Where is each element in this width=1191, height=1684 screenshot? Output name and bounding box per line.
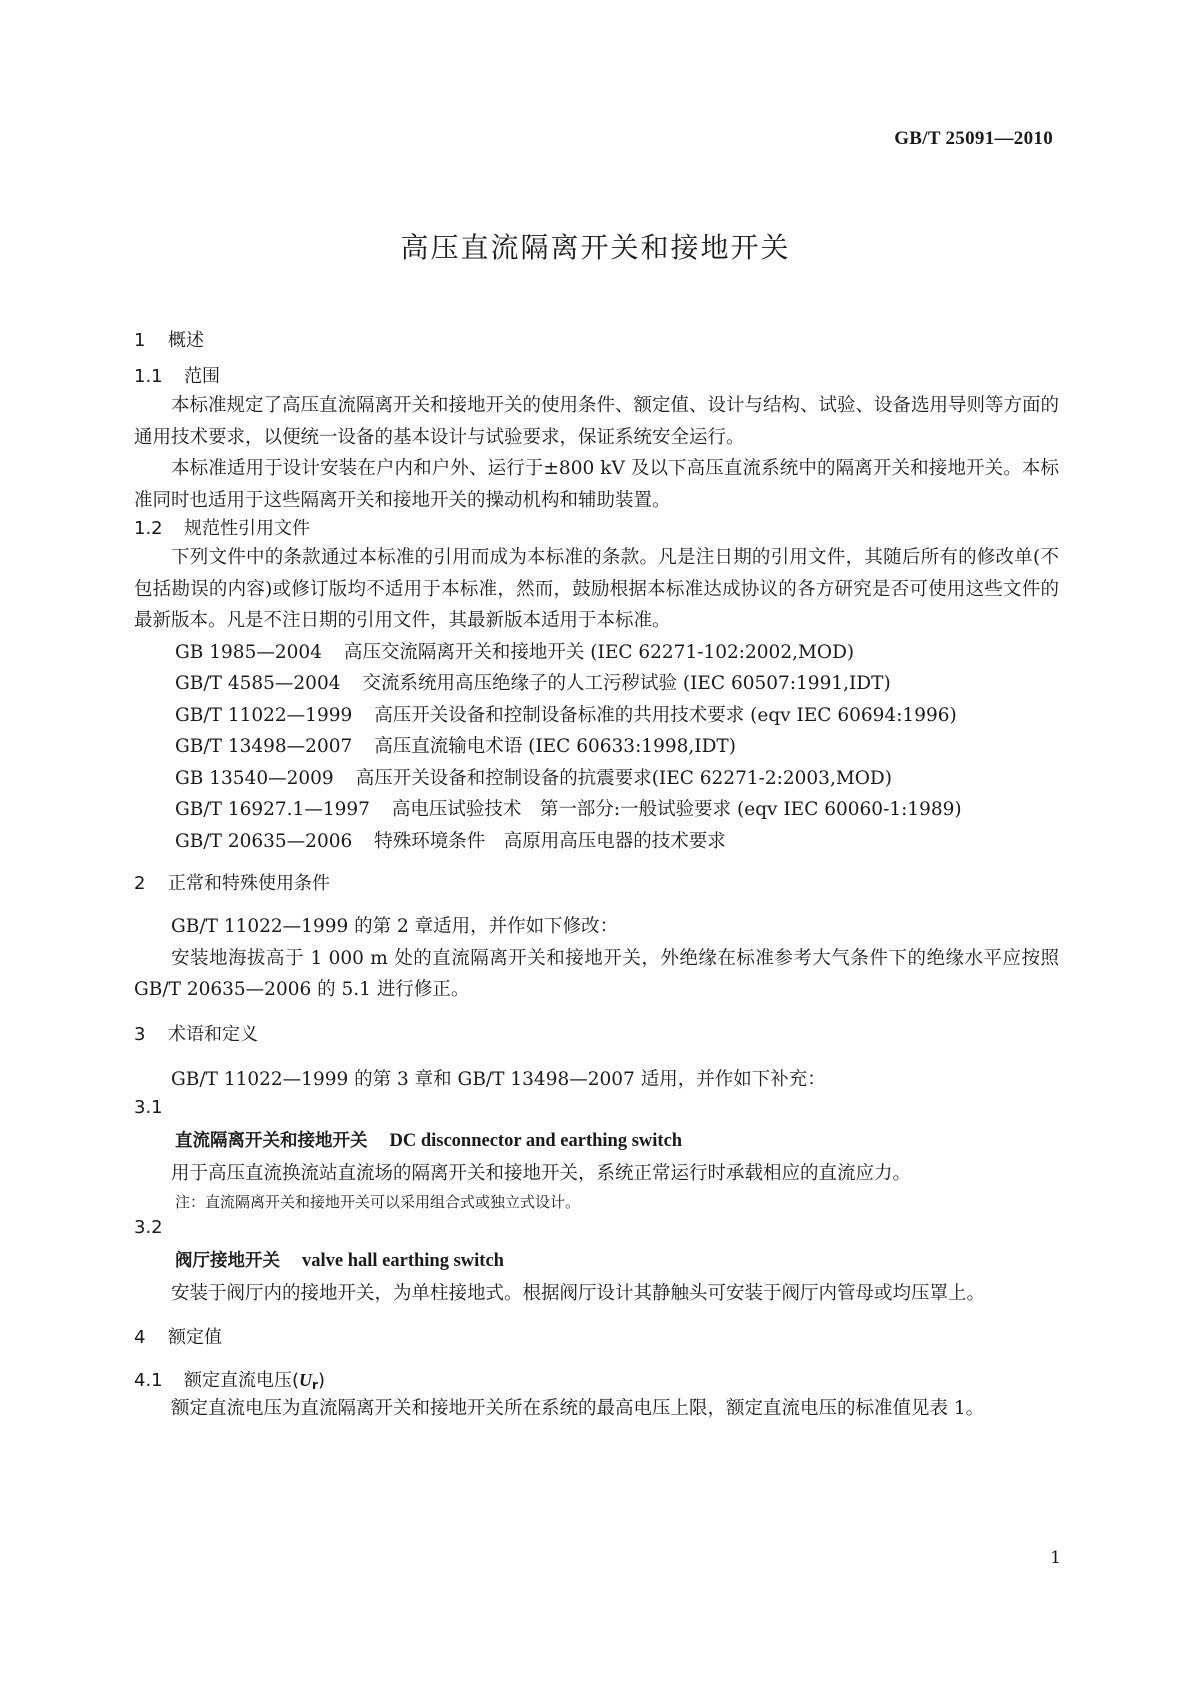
reference-title: 高压开关设备和控制设备的抗震要求(IEC 62271-2:2003,MOD): [355, 767, 892, 789]
section-4-1-paragraph: 额定直流电压为直流隔离开关和接地开关所在系统的最高电压上限，额定直流电压的标准值见表 1。: [171, 1398, 985, 1419]
section-2-heading: [134, 871, 1059, 897]
section-title: 规范性引用文件: [184, 518, 310, 539]
reference-title: 交流系统用高压绝缘子的人工污秽试验 (IEC 60507:1991,IDT): [362, 673, 891, 694]
section-2-paragraph-1: GB/T 11022—1999 的第 2 章适用，并作如下修改：: [171, 916, 619, 937]
term-number: 3.1: [134, 1097, 163, 1118]
reference-code: GB/T 11022—1999: [175, 704, 353, 726]
scope-paragraph-1: 本标准规定了高压直流隔离开关和接地开关的使用条件、额定值、设计与结构、试验、设备选用导则等方面的通用技术要求，以便统一设备的基本设计与试验要求，保证系统安全运行。: [134, 395, 1060, 448]
reference-item: [134, 763, 1059, 795]
document-title: 高压直流隔离开关和接地开关: [400, 231, 791, 264]
term-3-1-definition: 用于高压直流换流站直流场的隔离开关和接地开关，系统正常运行时承载相应的直流应力。: [171, 1162, 912, 1184]
reference-code: GB/T 16927.1—1997: [175, 799, 370, 820]
reference-item: [134, 794, 1059, 826]
standard-code: GB/T 25091—2010: [894, 128, 1053, 149]
section-2-paragraph-2: 安装地海拔高于 1 000 m 处的直流隔离开关和接地开关，外绝缘在标准参考大气条件下的绝缘水平应按照 GB/T 20635—2006 的 5.1 进行修正。: [134, 947, 1059, 1000]
section-title: 术语和定义: [168, 1023, 258, 1045]
section-title: 额定直流电压(: [184, 1370, 300, 1391]
section-number: 1: [134, 330, 146, 351]
term-3-1-heading: [134, 1125, 1059, 1158]
term-3-1-number: [134, 1095, 1059, 1121]
section-title: 额定值: [168, 1327, 222, 1348]
reference-code: GB 1985—2004: [175, 641, 322, 663]
reference-title: 特殊环境条件 高原用高压电器的技术要求: [374, 830, 726, 852]
section-number: 4.1: [134, 1370, 163, 1391]
section-number: 1.2: [134, 518, 163, 539]
normative-references-intro: 下列文件中的条款通过本标准的引用而成为本标准的条款。凡是注日期的引用文件，其随后所有的修改单(不包括勘误的内容)或修订版均不适用于本标准，然而，鼓励根据本标准达成协议的各方研究是否可使用这些文件的最新版本。凡是不注日期的引用文件，其最新版本适用于本标准。: [134, 547, 1059, 631]
page-number: 1: [1050, 1548, 1061, 1568]
reference-item: [134, 637, 1059, 669]
section-4-heading: [134, 1325, 1059, 1351]
section-1-2-heading: [134, 516, 1059, 542]
section-number: 1.1: [134, 366, 163, 387]
reference-item: [134, 731, 1059, 763]
voltage-symbol: U: [299, 1370, 313, 1390]
reference-code: GB 13540—2009: [175, 767, 334, 789]
reference-item: [134, 700, 1059, 732]
reference-code: GB/T 13498—2007: [175, 736, 353, 757]
term-english: valve hall earthing switch: [302, 1251, 504, 1271]
term-3-2-definition: 安装于阀厅内的接地开关，为单柱接地式。根据阀厅设计其静触头可安装于阀厅内管母或均压罩上。: [171, 1282, 986, 1304]
term-3-2-heading: [134, 1245, 1059, 1278]
section-3-heading: [134, 1022, 1059, 1048]
section-4-1-heading: [134, 1367, 1059, 1393]
section-number: 2: [134, 873, 146, 894]
document-body: [134, 328, 1059, 1425]
term-chinese: 直流隔离开关和接地开关: [175, 1131, 368, 1151]
reference-title: 高压直流输电术语 (IEC 60633:1998,IDT): [374, 736, 736, 757]
term-english: DC disconnector and earthing switch: [389, 1131, 683, 1151]
section-title: 正常和特殊使用条件: [168, 873, 330, 894]
term-number: 3.2: [134, 1217, 163, 1238]
voltage-symbol-subscript: r: [312, 1378, 318, 1392]
reference-code: GB/T 4585—2004: [175, 673, 341, 694]
section-1-heading: [134, 328, 1059, 354]
section-1-1-heading: [134, 364, 1059, 390]
section-title-end: ): [317, 1370, 325, 1391]
scope-paragraph-2: 本标准适用于设计安装在户内和户外、运行于±800 kV 及以下高压直流系统中的隔离开关和接地开关。本标准同时也适用于这些隔离开关和接地开关的操动机构和辅助装置。: [134, 458, 1059, 511]
section-number: 3: [134, 1023, 146, 1045]
section-title: 范围: [184, 366, 220, 387]
term-3-2-number: [134, 1215, 1059, 1241]
reference-title: 高电压试验技术 第一部分:一般试验要求 (eqv IEC 60060-1:1989): [391, 799, 962, 820]
section-number: 4: [134, 1327, 146, 1348]
reference-title: 高压交流隔离开关和接地开关 (IEC 62271-102:2002,MOD): [343, 641, 855, 663]
reference-item: [134, 668, 1059, 700]
reference-title: 高压开关设备和控制设备标准的共用技术要求 (eqv IEC 60694:1996): [374, 704, 957, 726]
reference-code: GB/T 20635—2006: [175, 830, 353, 852]
term-chinese: 阀厅接地开关: [175, 1251, 280, 1271]
reference-item: [134, 826, 1059, 858]
term-3-1-note: 注：直流隔离开关和接地开关可以采用组合式或独立式设计。: [175, 1193, 581, 1211]
section-3-paragraph-1: GB/T 11022—1999 的第 3 章和 GB/T 13498—2007 适用，并作如下补充：: [171, 1068, 826, 1090]
section-title: 概述: [168, 330, 204, 351]
